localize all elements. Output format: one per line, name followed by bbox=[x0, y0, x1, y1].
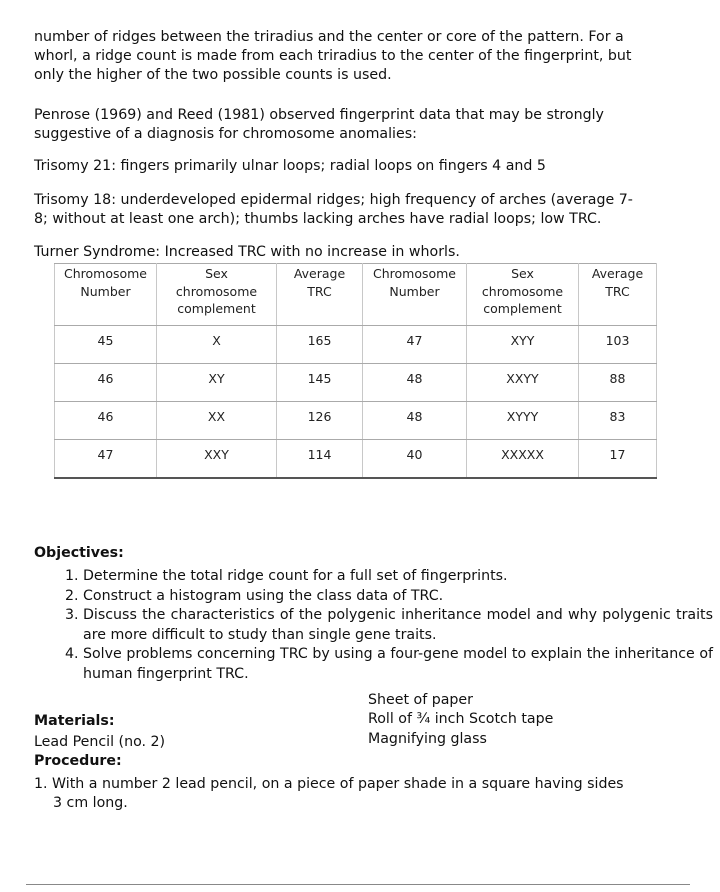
material-magnifying-glass: Magnifying glass bbox=[368, 731, 487, 747]
table-header-row bbox=[55, 264, 657, 326]
page-divider bbox=[26, 884, 690, 885]
table-cell: 46 bbox=[55, 402, 157, 440]
table-cell: 103 bbox=[579, 326, 657, 364]
table-row bbox=[55, 440, 657, 479]
header-chromosome-number: Chromosome Number bbox=[363, 264, 467, 326]
trisomy-21-text: Trisomy 21: fingers primarily ulnar loops; radial loops on fingers 4 and 5 bbox=[34, 158, 546, 174]
material-sheet-of-paper: Sheet of paper bbox=[368, 692, 473, 708]
table-cell: 40 bbox=[363, 440, 467, 479]
list-item: 3. Discuss the characteristics of the polygenic inheritance model and why polygenic traits are more difficult to study than single gene traits. bbox=[83, 606, 713, 645]
header-chromosome-number: Chromosome Number bbox=[55, 264, 157, 326]
table-cell: XXYY bbox=[467, 364, 579, 402]
table-cell: XYY bbox=[467, 326, 579, 364]
materials-heading: Materials: bbox=[34, 713, 115, 729]
table-cell: 17 bbox=[579, 440, 657, 479]
objectives-list bbox=[34, 567, 713, 684]
header-sex-chromosome-complement: Sex chromosome complement bbox=[467, 264, 579, 326]
table-cell: X bbox=[157, 326, 277, 364]
table-row bbox=[55, 402, 657, 440]
trc-table bbox=[54, 263, 657, 479]
table-cell: XY bbox=[157, 364, 277, 402]
table-cell: 126 bbox=[277, 402, 363, 440]
procedure-step-1-line-2: 3 cm long. bbox=[53, 795, 128, 811]
table-cell: 88 bbox=[579, 364, 657, 402]
procedure-heading: Procedure: bbox=[34, 753, 122, 769]
table-cell: XXXXX bbox=[467, 440, 579, 479]
header-sex-chromosome-complement: Sex chromosome complement bbox=[157, 264, 277, 326]
intro-line-3: only the higher of the two possible counts is used. bbox=[34, 67, 392, 83]
header-average-trc: Average TRC bbox=[277, 264, 363, 326]
table-cell: 47 bbox=[363, 326, 467, 364]
trisomy-18-line-2: 8; without at least one arch); thumbs lacking arches have radial loops; low TRC. bbox=[34, 211, 602, 227]
penrose-line-2: suggestive of a diagnosis for chromosome anomalies: bbox=[34, 126, 417, 142]
table-cell: 114 bbox=[277, 440, 363, 479]
material-lead-pencil: Lead Pencil (no. 2) bbox=[34, 734, 166, 750]
table-cell: 48 bbox=[363, 402, 467, 440]
table-cell: 165 bbox=[277, 326, 363, 364]
table-cell: 145 bbox=[277, 364, 363, 402]
header-average-trc: Average TRC bbox=[579, 264, 657, 326]
trisomy-18-line-1: Trisomy 18: underdeveloped epidermal ridges; high frequency of arches (average 7- bbox=[34, 192, 633, 208]
table-cell: XYYY bbox=[467, 402, 579, 440]
table-row bbox=[55, 364, 657, 402]
turner-syndrome-text: Turner Syndrome: Increased TRC with no increase in whorls. bbox=[34, 244, 460, 260]
table-cell: XXY bbox=[157, 440, 277, 479]
penrose-line-1: Penrose (1969) and Reed (1981) observed fingerprint data that may be strongly bbox=[34, 107, 604, 123]
objectives-heading: Objectives: bbox=[34, 545, 124, 561]
table-cell: XX bbox=[157, 402, 277, 440]
intro-line-2: whorl, a ridge count is made from each triradius to the center of the fingerprint, but bbox=[34, 48, 632, 64]
list-item: 4. Solve problems concerning TRC by using a four-gene model to explain the inheritance of human fingerprint TRC. bbox=[83, 645, 713, 684]
material-scotch-tape: Roll of ¾ inch Scotch tape bbox=[368, 711, 554, 727]
table-cell: 45 bbox=[55, 326, 157, 364]
table-row bbox=[55, 326, 657, 364]
procedure-step-1-line-1: 1. With a number 2 lead pencil, on a piece of paper shade in a square having sides bbox=[34, 776, 624, 792]
list-item: 1. Determine the total ridge count for a full set of fingerprints. bbox=[83, 567, 713, 587]
table-cell: 47 bbox=[55, 440, 157, 479]
table-cell: 83 bbox=[579, 402, 657, 440]
intro-line-1: number of ridges between the triradius and the center or core of the pattern. For a bbox=[34, 29, 624, 45]
table-cell: 48 bbox=[363, 364, 467, 402]
table-cell: 46 bbox=[55, 364, 157, 402]
list-item: 2. Construct a histogram using the class data of TRC. bbox=[83, 587, 713, 607]
